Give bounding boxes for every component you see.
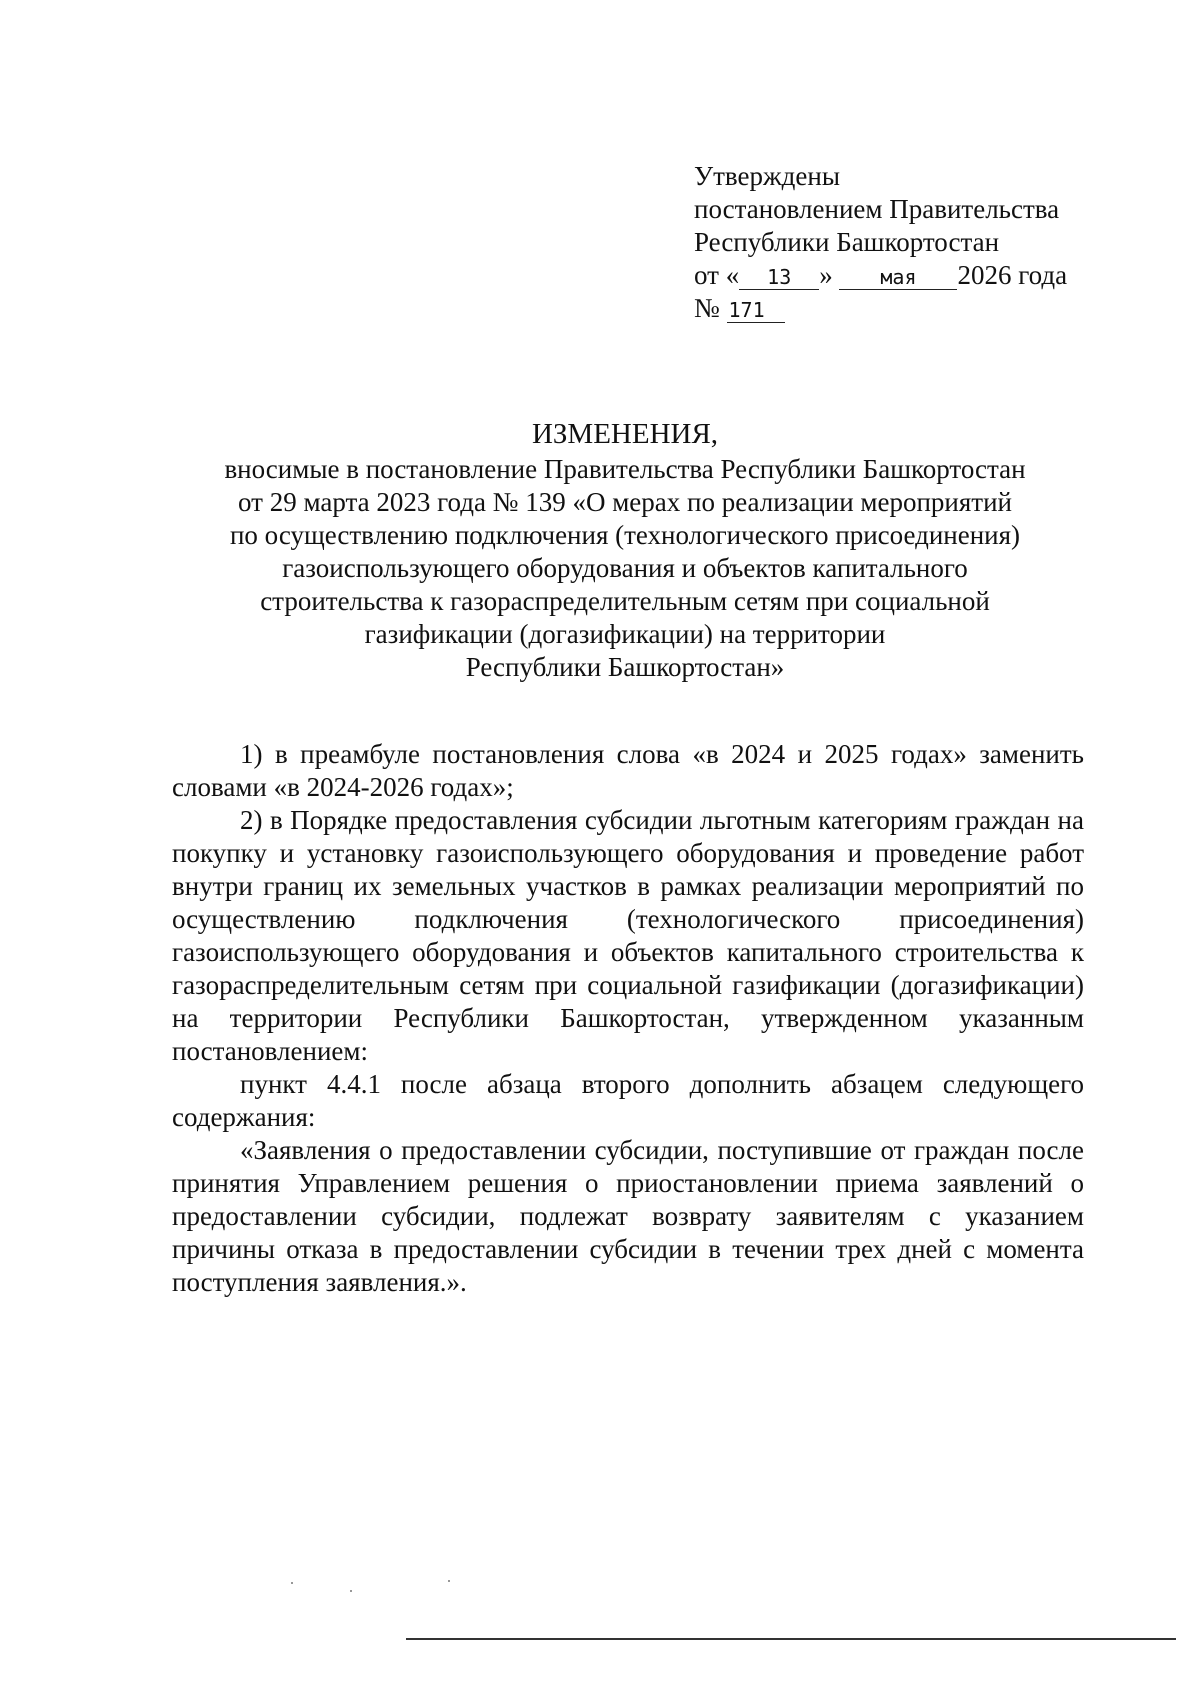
date-day-field: 13 [739, 265, 819, 290]
document-body [172, 738, 1084, 1299]
approval-line-2: постановлением Правительства [694, 194, 1060, 224]
approval-date-line [694, 259, 1134, 292]
subtitle-line: по осуществлению подключения (технологического присоединения) [229, 520, 1021, 550]
body-paragraph: пункт 4.4.1 после абзаца второго дополнить абзацем следующего содержания: [172, 1069, 1084, 1132]
scan-speck [291, 1582, 293, 1584]
decree-number-field: 171 [727, 298, 785, 323]
approval-line-1: Утверждены [694, 161, 840, 191]
subtitle-line: строительства к газораспределительным сетям при социальной [260, 586, 990, 616]
scan-speck [448, 1580, 450, 1582]
document-title: ИЗМЕНЕНИЯ, [531, 418, 719, 450]
subtitle-line: газоиспользующего оборудования и объектов капитального [282, 553, 968, 583]
subtitle-line: от 29 марта 2023 года № 139 «О мерах по реализации мероприятий [238, 487, 1012, 517]
subtitle-line: газификации (догазификации) на территории [364, 619, 886, 649]
subtitle-line: Республики Башкортостан» [465, 652, 785, 682]
scan-speck [350, 1590, 352, 1592]
date-suffix: 2026 года [957, 260, 1068, 290]
date-mid: » [819, 260, 833, 290]
body-paragraph: 2) в Порядке предоставления субсидии льготным категориям граждан на покупку и установку газоиспользующего оборудования и проведение работ внутри границ их земельных участков в рамках реализации мероприятий по осуществлению подключения (технологического присоединения) газоиспользующего оборудования и объектов капитального строительства к газораспределительным сетям при социальной газификации (догазификации) на территории Республики Башкортостан, утвержденном указанным постановлением: [172, 805, 1084, 1066]
body-paragraph: 1) в преамбуле постановления слова «в 2024 и 2025 годах» заменить словами «в 2024-2026 годах»; [172, 739, 1084, 802]
date-prefix: от « [694, 260, 740, 290]
bottom-scan-line [406, 1638, 1176, 1640]
document-heading [150, 417, 1100, 684]
approval-number-line [694, 292, 1134, 325]
date-month-field: мая [839, 265, 957, 290]
approval-line-3: Республики Башкортостан [694, 227, 1000, 257]
subtitle-line: вносимые в постановление Правительства Республики Башкортостан [224, 454, 1026, 484]
approval-stamp [694, 160, 1134, 325]
body-paragraph: «Заявления о предоставлении субсидии, поступившие от граждан после принятия Управлением решения о приостановлении приема заявлений о предоставлении субсидии, подлежат возврату заявителям с указанием причины отказа в предоставлении субсидии в течении трех дней с момента поступления заявления.». [172, 1135, 1084, 1297]
number-prefix: № [694, 293, 720, 323]
